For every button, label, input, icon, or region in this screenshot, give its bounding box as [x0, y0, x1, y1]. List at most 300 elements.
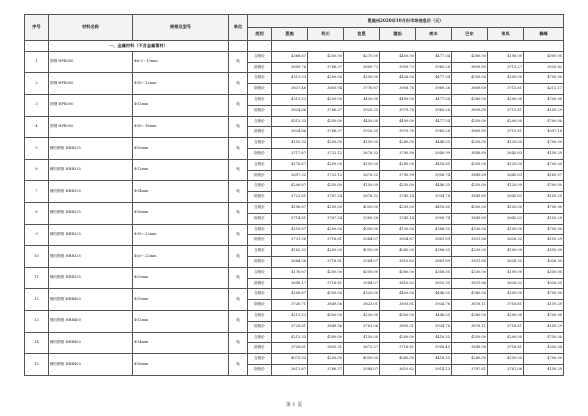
- price-cell: 4350.00: [452, 138, 488, 149]
- row-index: 5: [25, 138, 49, 160]
- price-cell: 3645.83: [488, 170, 524, 181]
- price-type-label: 除税价: [248, 170, 272, 181]
- material-name: 螺纹钢筋 HRB335: [49, 159, 133, 181]
- price-type-label: 含税价: [248, 94, 272, 105]
- price-cell: 4446.55: [416, 181, 452, 192]
- price-cell: 3628.32: [488, 278, 524, 289]
- section-blank: [25, 41, 49, 52]
- price-cell: 4436.00: [380, 73, 416, 84]
- price-cell: 4350.00: [452, 73, 488, 84]
- material-row-tax: [25, 224, 564, 235]
- price-cell: 3831.86: [452, 278, 488, 289]
- material-name: 螺纹钢筋 HRB335: [49, 202, 133, 224]
- price-cell: 3589.38: [344, 213, 380, 224]
- price-cell: 3584.07: [344, 364, 380, 375]
- price-cell: 4300.00: [308, 332, 344, 343]
- price-cell: 3914.13: [416, 364, 452, 375]
- price-cell: 4200.00: [488, 332, 524, 343]
- price-cell: 4080.00: [380, 246, 416, 257]
- price-cell: 4159.29: [524, 235, 564, 246]
- price-cell: 4159.29: [524, 105, 564, 116]
- price-cell: 4250.00: [308, 116, 344, 127]
- price-cell: 4477.54: [416, 116, 452, 127]
- price-cell: 4050.00: [344, 246, 380, 257]
- section-title: 一、金属材料（不含金属管材）: [49, 41, 229, 52]
- price-cell: 4700.00: [524, 94, 564, 105]
- material-unit: 吨: [229, 94, 248, 116]
- price-cell: 3728.61: [272, 321, 308, 332]
- price-cell: 3969.28: [416, 105, 452, 116]
- material-unit: 吨: [229, 138, 248, 160]
- price-cell: 3831.86: [452, 256, 488, 267]
- material-unit: 吨: [229, 267, 248, 289]
- price-cell: 3715.81: [488, 127, 524, 138]
- price-cell: 4250.00: [488, 354, 524, 365]
- price-type-label: 除税价: [248, 343, 272, 354]
- price-cell: 4386.55: [416, 224, 452, 235]
- material-row-tax: [25, 116, 564, 127]
- price-cell: 3869.69: [452, 127, 488, 138]
- price-cell: 4159.29: [524, 192, 564, 203]
- price-cell: 3881.89: [416, 256, 452, 267]
- price-type-label: 含税价: [248, 73, 272, 84]
- price-cell: 4230.00: [380, 181, 416, 192]
- price-cell: 4477.54: [416, 94, 452, 105]
- price-cell: 4159.29: [524, 300, 564, 311]
- material-spec: Φ12mm: [133, 159, 229, 181]
- price-cell: 4700.00: [524, 116, 564, 127]
- price-cell: 4300.00: [380, 310, 416, 321]
- price-cell: 3809.73: [344, 62, 380, 73]
- price-cell: 3908.45: [416, 343, 452, 354]
- price-cell: 3683.94: [308, 84, 344, 95]
- price-cell: 3876.11: [452, 300, 488, 311]
- price-cell: 4200.00: [488, 310, 524, 321]
- price-type-label: 除税价: [248, 235, 272, 246]
- price-cell: 3715.81: [488, 105, 524, 116]
- price-cell: 4120.00: [488, 181, 524, 192]
- price-cell: 4250.00: [308, 202, 344, 213]
- row-index: 7: [25, 181, 49, 203]
- material-spec: Φ10mm: [133, 289, 229, 311]
- col-name-header: 材料名称: [49, 15, 133, 41]
- price-cell: 4200.00: [488, 94, 524, 105]
- price-cell: 4490.00: [380, 94, 416, 105]
- price-type-label: 除税价: [248, 105, 272, 116]
- price-cell: 3790.99: [380, 148, 416, 159]
- price-cell: 4416.55: [416, 354, 452, 365]
- price-cell: 4380.00: [452, 51, 488, 62]
- material-name: 螺纹钢筋 HRB335: [49, 138, 133, 160]
- price-cell: 3766.37: [308, 105, 344, 116]
- price-cell: 4050.00: [344, 202, 380, 213]
- price-cell: 3908.74: [416, 213, 452, 224]
- price-cell: 4320.00: [344, 289, 380, 300]
- price-cell: 3539.82: [524, 62, 564, 73]
- material-name: 螺纹钢筋 HRB335: [49, 181, 133, 203]
- material-row-tax: [25, 289, 564, 300]
- col-index-header: 序号: [25, 15, 49, 41]
- row-index: 4: [25, 116, 49, 138]
- row-index: 13: [25, 310, 49, 332]
- price-cell: 4700.00: [524, 73, 564, 84]
- price-cell: 4026.55: [524, 256, 564, 267]
- material-unit: 吨: [229, 73, 248, 95]
- price-cell: 4330.00: [452, 224, 488, 235]
- price-cell: 3849.69: [452, 213, 488, 224]
- city-header: 鹤峰: [524, 28, 564, 41]
- material-name: 圆钢 HPB300: [49, 73, 133, 95]
- price-cell: 3610.62: [380, 256, 416, 267]
- price-cell: 3722.12: [308, 170, 344, 181]
- price-cell: 4150.00: [344, 181, 380, 192]
- material-spec: Φ6.5～10mm: [133, 51, 229, 73]
- page-number: 第 1 页: [285, 402, 303, 408]
- price-cell: 3823.01: [344, 300, 380, 311]
- price-cell: 4313.33: [272, 94, 308, 105]
- price-cell: 3920.35: [344, 105, 380, 116]
- price-cell: 4196.00: [488, 51, 524, 62]
- section-blank: [248, 41, 272, 52]
- price-type-label: 含税价: [248, 138, 272, 149]
- material-unit: 吨: [229, 159, 248, 181]
- price-cell: 4100.00: [488, 246, 524, 257]
- price-cell: 3716.81: [488, 343, 524, 354]
- material-name: 螺纹钢筋 HRB335: [49, 246, 133, 268]
- price-cell: 4400.00: [380, 289, 416, 300]
- price-cell: 3714.91: [272, 213, 308, 224]
- price-cell: 3610.62: [380, 278, 416, 289]
- price-type-label: 除税价: [248, 300, 272, 311]
- material-row-tax: [25, 138, 564, 149]
- price-cell: 3920.35: [344, 127, 380, 138]
- price-type-label: 除税价: [248, 62, 272, 73]
- price-cell: 4200.00: [308, 224, 344, 235]
- price-cell: 4416.55: [416, 332, 452, 343]
- price-cell: 4150.00: [344, 332, 380, 343]
- price-type-label: 含税价: [248, 289, 272, 300]
- price-cell: 4193.33: [272, 138, 308, 149]
- price-cell: 3584.07: [344, 256, 380, 267]
- price-cell: 4386.55: [416, 246, 452, 257]
- price-cell: 4120.00: [488, 138, 524, 149]
- col-category-header: 类别: [248, 28, 272, 41]
- price-cell: 4211.17: [524, 84, 564, 95]
- price-table: [24, 14, 564, 376]
- city-header: 恩施: [272, 28, 308, 41]
- price-cell: 4200.00: [308, 246, 344, 257]
- price-cell: 3979.76: [380, 127, 416, 138]
- price-cell: 3855.35: [416, 278, 452, 289]
- price-cell: 4400.00: [380, 51, 416, 62]
- price-cell: 3849.69: [452, 170, 488, 181]
- price-cell: 4050.00: [344, 267, 380, 278]
- price-type-label: 含税价: [248, 116, 272, 127]
- price-cell: 4150.00: [344, 159, 380, 170]
- price-type-label: 除税价: [248, 256, 272, 267]
- price-cell: 3645.83: [488, 192, 524, 203]
- price-cell: 4416.65: [416, 202, 452, 213]
- price-cell: 4216.67: [272, 224, 308, 235]
- material-row-tax: [25, 246, 564, 257]
- price-cell: 4477.54: [416, 51, 452, 62]
- price-cell: 4200.00: [488, 289, 524, 300]
- price-cell: 4446.55: [416, 289, 452, 300]
- material-unit: 吨: [229, 246, 248, 268]
- price-cell: 4176.67: [272, 159, 308, 170]
- price-cell: 3766.37: [308, 127, 344, 138]
- price-cell: 3716.81: [308, 256, 344, 267]
- price-cell: 3776.87: [344, 84, 380, 95]
- price-cell: 4350.00: [452, 332, 488, 343]
- price-cell: 4176.67: [272, 267, 308, 278]
- price-cell: 3678.32: [344, 170, 380, 181]
- price-cell: 3716.81: [488, 300, 524, 311]
- row-index: 6: [25, 159, 49, 181]
- header-row-1: [25, 15, 564, 28]
- price-cell: 4100.00: [488, 267, 524, 278]
- material-unit: 吨: [229, 289, 248, 311]
- price-cell: 4120.00: [488, 159, 524, 170]
- price-cell: 4700.00: [524, 224, 564, 235]
- price-cell: 3876.11: [452, 321, 488, 332]
- price-cell: 4446.55: [416, 310, 452, 321]
- price-cell: 4700.00: [524, 181, 564, 192]
- price-cell: 3908.76: [380, 84, 416, 95]
- price-cell: 4350.00: [452, 116, 488, 127]
- price-cell: 3654.87: [380, 235, 416, 246]
- price-cell: 4280.00: [380, 159, 416, 170]
- price-cell: 3645.83: [488, 213, 524, 224]
- price-cell: 3716.81: [380, 343, 416, 354]
- price-cell: 3824.86: [272, 105, 308, 116]
- price-cell: 3611.67: [272, 364, 308, 375]
- material-spec: Φ10mm: [133, 138, 229, 160]
- price-cell: 4350.00: [308, 289, 344, 300]
- price-type-label: 含税价: [248, 332, 272, 343]
- city-header: 宣恩: [344, 28, 380, 41]
- price-cell: 4203.54: [524, 343, 564, 354]
- price-type-label: 含税价: [248, 267, 272, 278]
- price-cell: 4150.00: [344, 138, 380, 149]
- material-unit: 吨: [229, 224, 248, 246]
- price-cell: 3908.74: [416, 170, 452, 181]
- material-name: 螺纹钢筋 HRB335: [49, 224, 133, 246]
- price-cell: 3979.76: [380, 105, 416, 116]
- material-spec: Φ25mm: [133, 267, 229, 289]
- price-type-label: 除税价: [248, 278, 272, 289]
- material-row-tax: [25, 181, 564, 192]
- price-cell: 3745.14: [380, 192, 416, 203]
- price-cell: 4350.00: [452, 181, 488, 192]
- price-cell: 3767.54: [308, 192, 344, 203]
- material-row-tax: [25, 267, 564, 278]
- price-cell: 4350.00: [452, 159, 488, 170]
- price-cell: 3899.69: [452, 62, 488, 73]
- price-cell: 4159.29: [524, 213, 564, 224]
- material-row-tax: [25, 332, 564, 343]
- price-cell: 3849.69: [452, 192, 488, 203]
- price-cell: 4250.00: [308, 181, 344, 192]
- price-cell: 4700.00: [524, 202, 564, 213]
- col-spec-header: 规格及型号: [133, 15, 229, 41]
- price-cell: 3716.81: [488, 321, 524, 332]
- price-cell: 3805.31: [380, 321, 416, 332]
- price-cell: 3969.28: [416, 127, 452, 138]
- price-cell: 3628.32: [488, 235, 524, 246]
- price-cell: 4350.00: [452, 202, 488, 213]
- row-index: 12: [25, 289, 49, 311]
- price-cell: 3584.07: [344, 278, 380, 289]
- price-cell: 3899.69: [452, 105, 488, 116]
- price-cell: 4169.57: [524, 170, 564, 181]
- material-unit: 吨: [229, 310, 248, 332]
- material-spec: Φ18～22mm: [133, 224, 229, 246]
- price-cell: 3849.69: [452, 148, 488, 159]
- price-cell: 4450.00: [344, 94, 380, 105]
- price-cell: 4380.00: [452, 289, 488, 300]
- city-header: 来凤: [488, 28, 524, 41]
- price-cell: 3831.86: [452, 235, 488, 246]
- price-cell: 3969.28: [416, 84, 452, 95]
- price-title-header: 恩施州2020年10月份市场信息价（元）: [248, 15, 564, 28]
- price-cell: 3869.69: [452, 84, 488, 95]
- section-blank: [229, 41, 248, 52]
- row-index: 11: [25, 267, 49, 289]
- price-cell: 4200.00: [308, 159, 344, 170]
- price-cell: 3767.54: [308, 213, 344, 224]
- price-cell: 3728.61: [272, 343, 308, 354]
- material-unit: 吨: [229, 354, 248, 376]
- price-type-label: 含税价: [248, 181, 272, 192]
- price-cell: 4200.00: [488, 73, 524, 84]
- price-type-label: 含税价: [248, 51, 272, 62]
- price-type-label: 除税价: [248, 84, 272, 95]
- price-cell: 4130.00: [380, 224, 416, 235]
- price-table-body: [25, 41, 564, 376]
- price-cell: 4159.29: [524, 321, 564, 332]
- material-spec: Φ16mm: [133, 354, 229, 376]
- price-type-label: 除税价: [248, 213, 272, 224]
- price-cell: 3849.56: [308, 321, 344, 332]
- price-cell: 4280.00: [452, 354, 488, 365]
- price-cell: 4080.00: [380, 354, 416, 365]
- material-name: 螺纹钢筋 HRB400: [49, 310, 133, 332]
- price-cell: 4200.00: [308, 138, 344, 149]
- price-cell: 4477.54: [416, 73, 452, 84]
- price-cell: 3934.78: [416, 192, 452, 203]
- material-name: 螺纹钢筋 HRB400: [49, 289, 133, 311]
- price-cell: 4196.67: [272, 202, 308, 213]
- city-header: 巴东: [452, 28, 488, 41]
- city-header: 利川: [308, 28, 344, 41]
- material-spec: Φ16～18mm: [133, 116, 229, 138]
- price-cell: 4250.00: [308, 51, 344, 62]
- price-cell: 3761.06: [344, 321, 380, 332]
- material-unit: 吨: [229, 51, 248, 73]
- price-cell: 3893.81: [380, 300, 416, 311]
- price-cell: 4200.00: [308, 73, 344, 84]
- price-cell: 4026.55: [524, 278, 564, 289]
- price-cell: 4100.00: [488, 224, 524, 235]
- material-row-tax: [25, 159, 564, 170]
- price-cell: 4050.00: [344, 224, 380, 235]
- price-cell: 4250.00: [308, 94, 344, 105]
- material-unit: 吨: [229, 202, 248, 224]
- price-cell: 4050.00: [344, 354, 380, 365]
- price-cell: 4700.00: [524, 159, 564, 170]
- price-type-label: 除税价: [248, 127, 272, 138]
- material-row-tax: [25, 94, 564, 105]
- price-cell: 3716.81: [308, 235, 344, 246]
- price-cell: 3684.36: [272, 256, 308, 267]
- price-cell: 3849.56: [452, 343, 488, 354]
- price-cell: 4700.00: [524, 354, 564, 365]
- price-cell: 4330.00: [452, 267, 488, 278]
- row-index: 2: [25, 73, 49, 95]
- price-cell: 3678.32: [344, 148, 380, 159]
- price-cell: 3909.73: [380, 62, 416, 73]
- price-cell: 4490.00: [380, 116, 416, 127]
- price-cell: 3969.28: [416, 62, 452, 73]
- material-name: 螺纹钢筋 HRB400: [49, 332, 133, 354]
- price-cell: 3849.56: [308, 300, 344, 311]
- price-cell: 3934.78: [416, 300, 452, 311]
- price-cell: 3584.07: [344, 235, 380, 246]
- material-name: 圆钢 HPB300: [49, 51, 133, 73]
- price-cell: 4250.00: [308, 354, 344, 365]
- material-row-tax: [25, 51, 564, 62]
- material-row-tax: [25, 73, 564, 84]
- material-unit: 吨: [229, 181, 248, 203]
- material-spec: Φ14mm: [133, 181, 229, 203]
- material-name: 螺纹钢筋 HRB335: [49, 267, 133, 289]
- price-cell: 3628.32: [488, 256, 524, 267]
- price-cell: 3722.12: [308, 148, 344, 159]
- price-cell: 3717.67: [272, 148, 308, 159]
- col-unit-header: 单位: [229, 15, 248, 41]
- price-cell: 4097.18: [524, 127, 564, 138]
- city-header: 咸丰: [416, 28, 452, 41]
- section-blank: [272, 41, 564, 52]
- row-index: 10: [25, 246, 49, 268]
- price-cell: 4213.33: [272, 332, 308, 343]
- price-cell: 3761.06: [488, 364, 524, 375]
- material-row-tax: [25, 354, 564, 365]
- price-cell: 4416.65: [416, 159, 452, 170]
- price-type-label: 除税价: [248, 321, 272, 332]
- price-cell: 4120.00: [488, 202, 524, 213]
- price-cell: 4159.29: [524, 364, 564, 375]
- price-cell: 4073.33: [272, 354, 308, 365]
- price-cell: 3766.37: [308, 62, 344, 73]
- price-cell: 3787.61: [452, 364, 488, 375]
- price-cell: 3899.76: [272, 62, 308, 73]
- price-type-label: 除税价: [248, 364, 272, 375]
- price-cell: 4213.33: [272, 310, 308, 321]
- price-cell: 4313.33: [272, 116, 308, 127]
- price-cell: 3678.32: [344, 192, 380, 203]
- price-cell: 3824.86: [272, 127, 308, 138]
- price-cell: 4200.00: [488, 116, 524, 127]
- price-type-label: 含税价: [248, 159, 272, 170]
- row-index: 15: [25, 354, 49, 376]
- price-cell: 3726.71: [272, 300, 308, 311]
- price-type-label: 含税价: [248, 310, 272, 321]
- price-type-label: 含税价: [248, 202, 272, 213]
- row-index: 14: [25, 332, 49, 354]
- material-spec: Φ16mm: [133, 202, 229, 224]
